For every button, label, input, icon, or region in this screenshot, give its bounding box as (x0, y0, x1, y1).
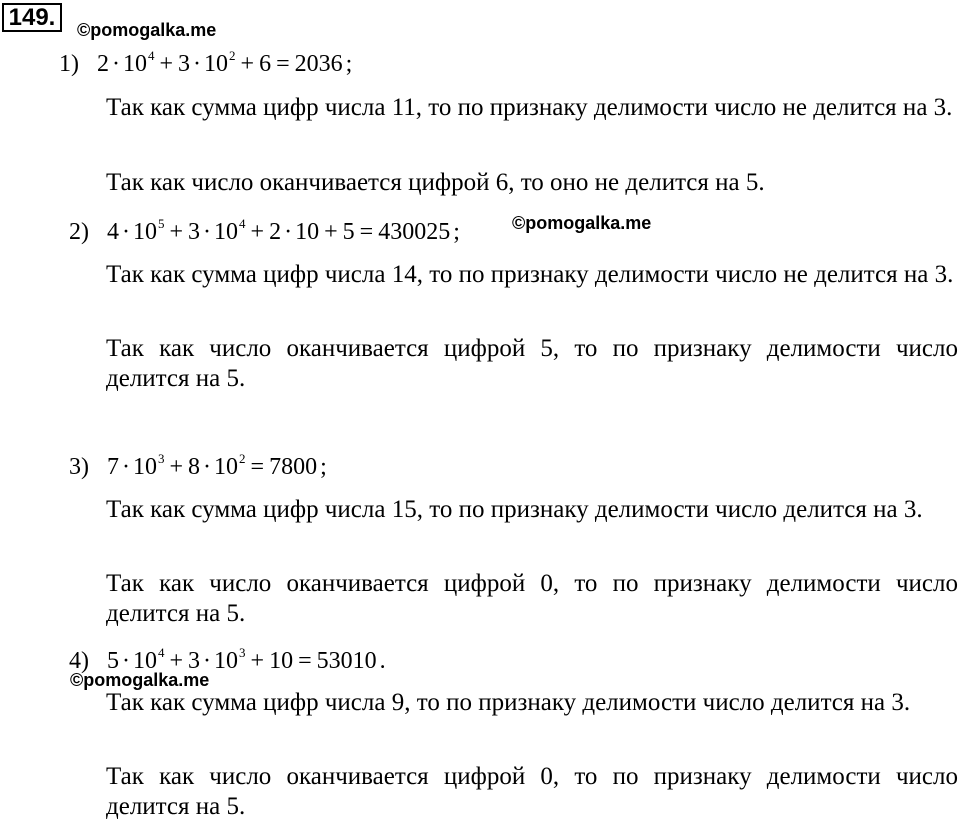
equation-result: 53010 (316, 648, 377, 674)
term-base: 10 (123, 51, 147, 77)
term-exponent: 3 (158, 451, 165, 466)
equation-1 (59, 50, 352, 81)
paragraph-2a: Так как сумма цифр числа 14, то по признаку делимости число не делится на 3. (106, 261, 954, 288)
watermark: ©pomogalka.me (77, 20, 217, 40)
paragraph-1a: Так как сумма цифр числа 11, то по признаку делимости число не делится на 3. (106, 94, 953, 121)
term-coefficient: 3 (188, 219, 201, 245)
term-constant: 6 (259, 51, 272, 77)
equals-sign: = (359, 219, 374, 245)
plus-sign: + (169, 648, 184, 674)
equation-end: ; (320, 454, 327, 480)
multiply-dot: · (122, 648, 130, 674)
paragraph-4b: Так как число оканчивается цифрой 0, то по признаку делимости число делится на 5. (106, 763, 958, 820)
multiply-dot: · (122, 454, 130, 480)
term-exponent: 2 (239, 451, 246, 466)
paragraph-4a: Так как сумма цифр числа 9, то по признаку делимости число делится на 3. (106, 689, 911, 716)
equation-result: 430025 (378, 219, 451, 245)
term-coefficient: 5 (107, 648, 119, 674)
term-coefficient: 2 (269, 219, 282, 245)
term-base: 10 (295, 219, 320, 245)
equation-2 (69, 218, 460, 249)
multiply-dot: · (203, 219, 212, 245)
equals-sign: = (298, 648, 312, 674)
term-base: 10 (214, 454, 239, 480)
term-exponent: 4 (239, 216, 246, 231)
multiply-dot: · (112, 51, 120, 77)
equation-body (107, 216, 460, 245)
watermark: ©pomogalka.me (512, 213, 652, 233)
plus-sign: + (159, 51, 174, 77)
term-constant: 10 (269, 648, 294, 674)
multiply-dot: · (284, 219, 293, 245)
equation-body (97, 48, 353, 77)
equation-end: ; (453, 219, 460, 245)
item-label: 1) (59, 51, 79, 77)
equals-sign: = (250, 454, 265, 480)
term-coefficient: 3 (178, 51, 191, 77)
equation-body (107, 451, 327, 480)
equation-result: 7800 (269, 454, 318, 480)
equation-end: ; (345, 51, 353, 77)
term-base: 10 (214, 219, 239, 245)
plus-sign: + (250, 219, 265, 245)
term-base: 10 (133, 648, 157, 674)
term-exponent: 4 (158, 645, 165, 660)
term-coefficient: 4 (107, 219, 119, 245)
plus-sign: + (250, 648, 265, 674)
term-base: 10 (214, 648, 239, 674)
term-coefficient: 3 (188, 648, 201, 674)
equation-end: . (379, 648, 386, 674)
plus-sign: + (169, 454, 184, 480)
term-exponent: 4 (148, 48, 155, 63)
plus-sign: + (169, 219, 184, 245)
paragraph-2b: Так как число оканчивается цифрой 5, то по признаку делимости число делится на 5. (106, 335, 958, 392)
equation-4 (69, 647, 386, 678)
equation-result: 2036 (294, 51, 343, 77)
paragraph-3b: Так как число оканчивается цифрой 0, то по признаку делимости число делится на 5. (106, 570, 958, 627)
multiply-dot: · (203, 648, 212, 674)
term-exponent: 3 (239, 645, 246, 660)
paragraph-1b: Так как число оканчивается цифрой 6, то оно не делится на 5. (106, 169, 765, 196)
term-constant: 5 (342, 219, 355, 245)
equation-3 (69, 453, 327, 484)
problem-number: 149. (2, 3, 62, 32)
term-base: 10 (133, 454, 157, 480)
multiply-dot: · (203, 454, 212, 480)
term-exponent: 5 (158, 216, 165, 231)
item-label: 3) (69, 454, 89, 480)
term-coefficient: 7 (107, 454, 119, 480)
term-coefficient: 2 (97, 51, 109, 77)
plus-sign: + (240, 51, 255, 77)
term-coefficient: 8 (188, 454, 201, 480)
multiply-dot: · (193, 51, 202, 77)
term-exponent: 2 (229, 48, 236, 63)
item-label: 4) (69, 648, 89, 674)
term-base: 10 (133, 219, 157, 245)
equation-body (107, 645, 386, 674)
item-label: 2) (69, 219, 89, 245)
multiply-dot: · (122, 219, 130, 245)
plus-sign: + (324, 219, 338, 245)
equals-sign: = (276, 51, 290, 77)
paragraph-3a: Так как сумма цифр числа 15, то по признаку делимости число делится на 3. (106, 496, 923, 523)
watermark: ©pomogalka.me (70, 670, 210, 690)
term-base: 10 (204, 51, 229, 77)
